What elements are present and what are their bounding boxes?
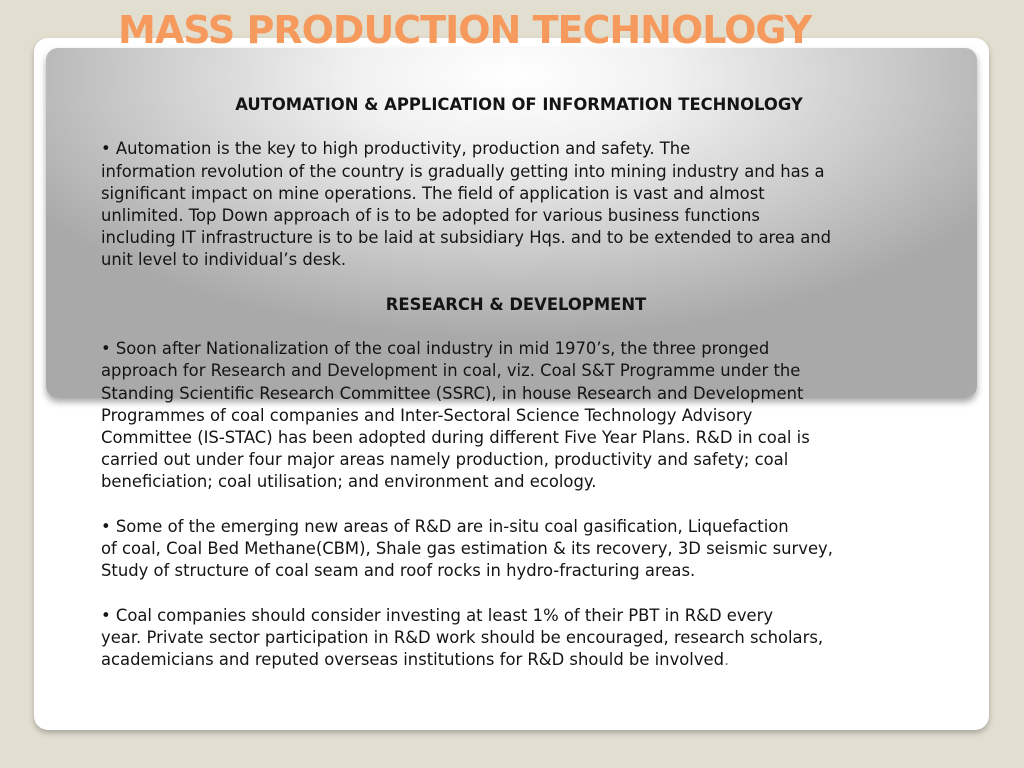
research-paragraph-history	[101, 338, 891, 493]
text-line: unit level to individual’s desk.	[101, 250, 347, 270]
text-line: • Automation is the key to high productivity, production and safety. The	[101, 139, 691, 159]
section-heading-research: RESEARCH & DEVELOPMENT	[385, 294, 647, 314]
text-line: of coal, Coal Bed Methane(CBM), Shale gas estimation & its recovery, 3D seismic survey,	[101, 538, 833, 558]
text-line: including IT infrastructure is to be laid at subsidiary Hqs. and to be extended to area and	[101, 228, 832, 248]
text-line: significant impact on mine operations. The field of application is vast and almost	[101, 183, 765, 203]
text-line-body: academicians and reputed overseas institutions for R&D should be involved	[101, 649, 725, 669]
research-paragraph-investment	[101, 605, 891, 672]
text-line: Study of structure of coal seam and roof rocks in hydro-fracturing areas.	[101, 561, 696, 581]
spacer	[101, 116, 891, 138]
research-paragraph-emerging-areas	[101, 516, 891, 583]
slide-content	[101, 94, 891, 671]
text-line	[101, 649, 891, 671]
section-heading-automation: AUTOMATION & APPLICATION OF INFORMATION TECHNOLOGY	[235, 95, 803, 114]
slide-title: MASS PRODUCTION TECHNOLOGY	[118, 8, 812, 52]
text-line: year. Private sector participation in R&D work should be encouraged, research scholars,	[101, 627, 824, 647]
automation-paragraph	[101, 138, 891, 271]
text-line: • Coal companies should consider investing at least 1% of their PBT in R&D every	[101, 605, 774, 625]
spacer	[101, 316, 891, 338]
text-line: approach for Research and Development in coal, viz. Coal S&T Programme under the	[101, 361, 801, 381]
spacer	[101, 582, 891, 604]
text-line: Programmes of coal companies and Inter-Sectoral Science Technology Advisory	[101, 405, 753, 425]
text-line: Committee (IS-STAC) has been adopted during different Five Year Plans. R&D in coal is	[101, 427, 810, 447]
spacer	[101, 494, 891, 516]
text-line: • Some of the emerging new areas of R&D are in-situ coal gasification, Liquefaction	[101, 516, 789, 536]
text-line: unlimited. Top Down approach of is to be adopted for various business functions	[101, 205, 760, 225]
text-line: carried out under four major areas namely production, productivity and safety; coal	[101, 450, 789, 470]
text-line: Standing Scientific Research Committee (SSRC), in house Research and Development	[101, 383, 804, 403]
text-line: information revolution of the country is gradually getting into mining industry and has a	[101, 161, 825, 181]
text-line: beneficiation; coal utilisation; and environment and ecology.	[101, 472, 597, 492]
spacer	[101, 272, 891, 294]
text-line: • Soon after Nationalization of the coal industry in mid 1970’s, the three pronged	[101, 339, 770, 359]
trailing-period: .	[724, 649, 730, 669]
